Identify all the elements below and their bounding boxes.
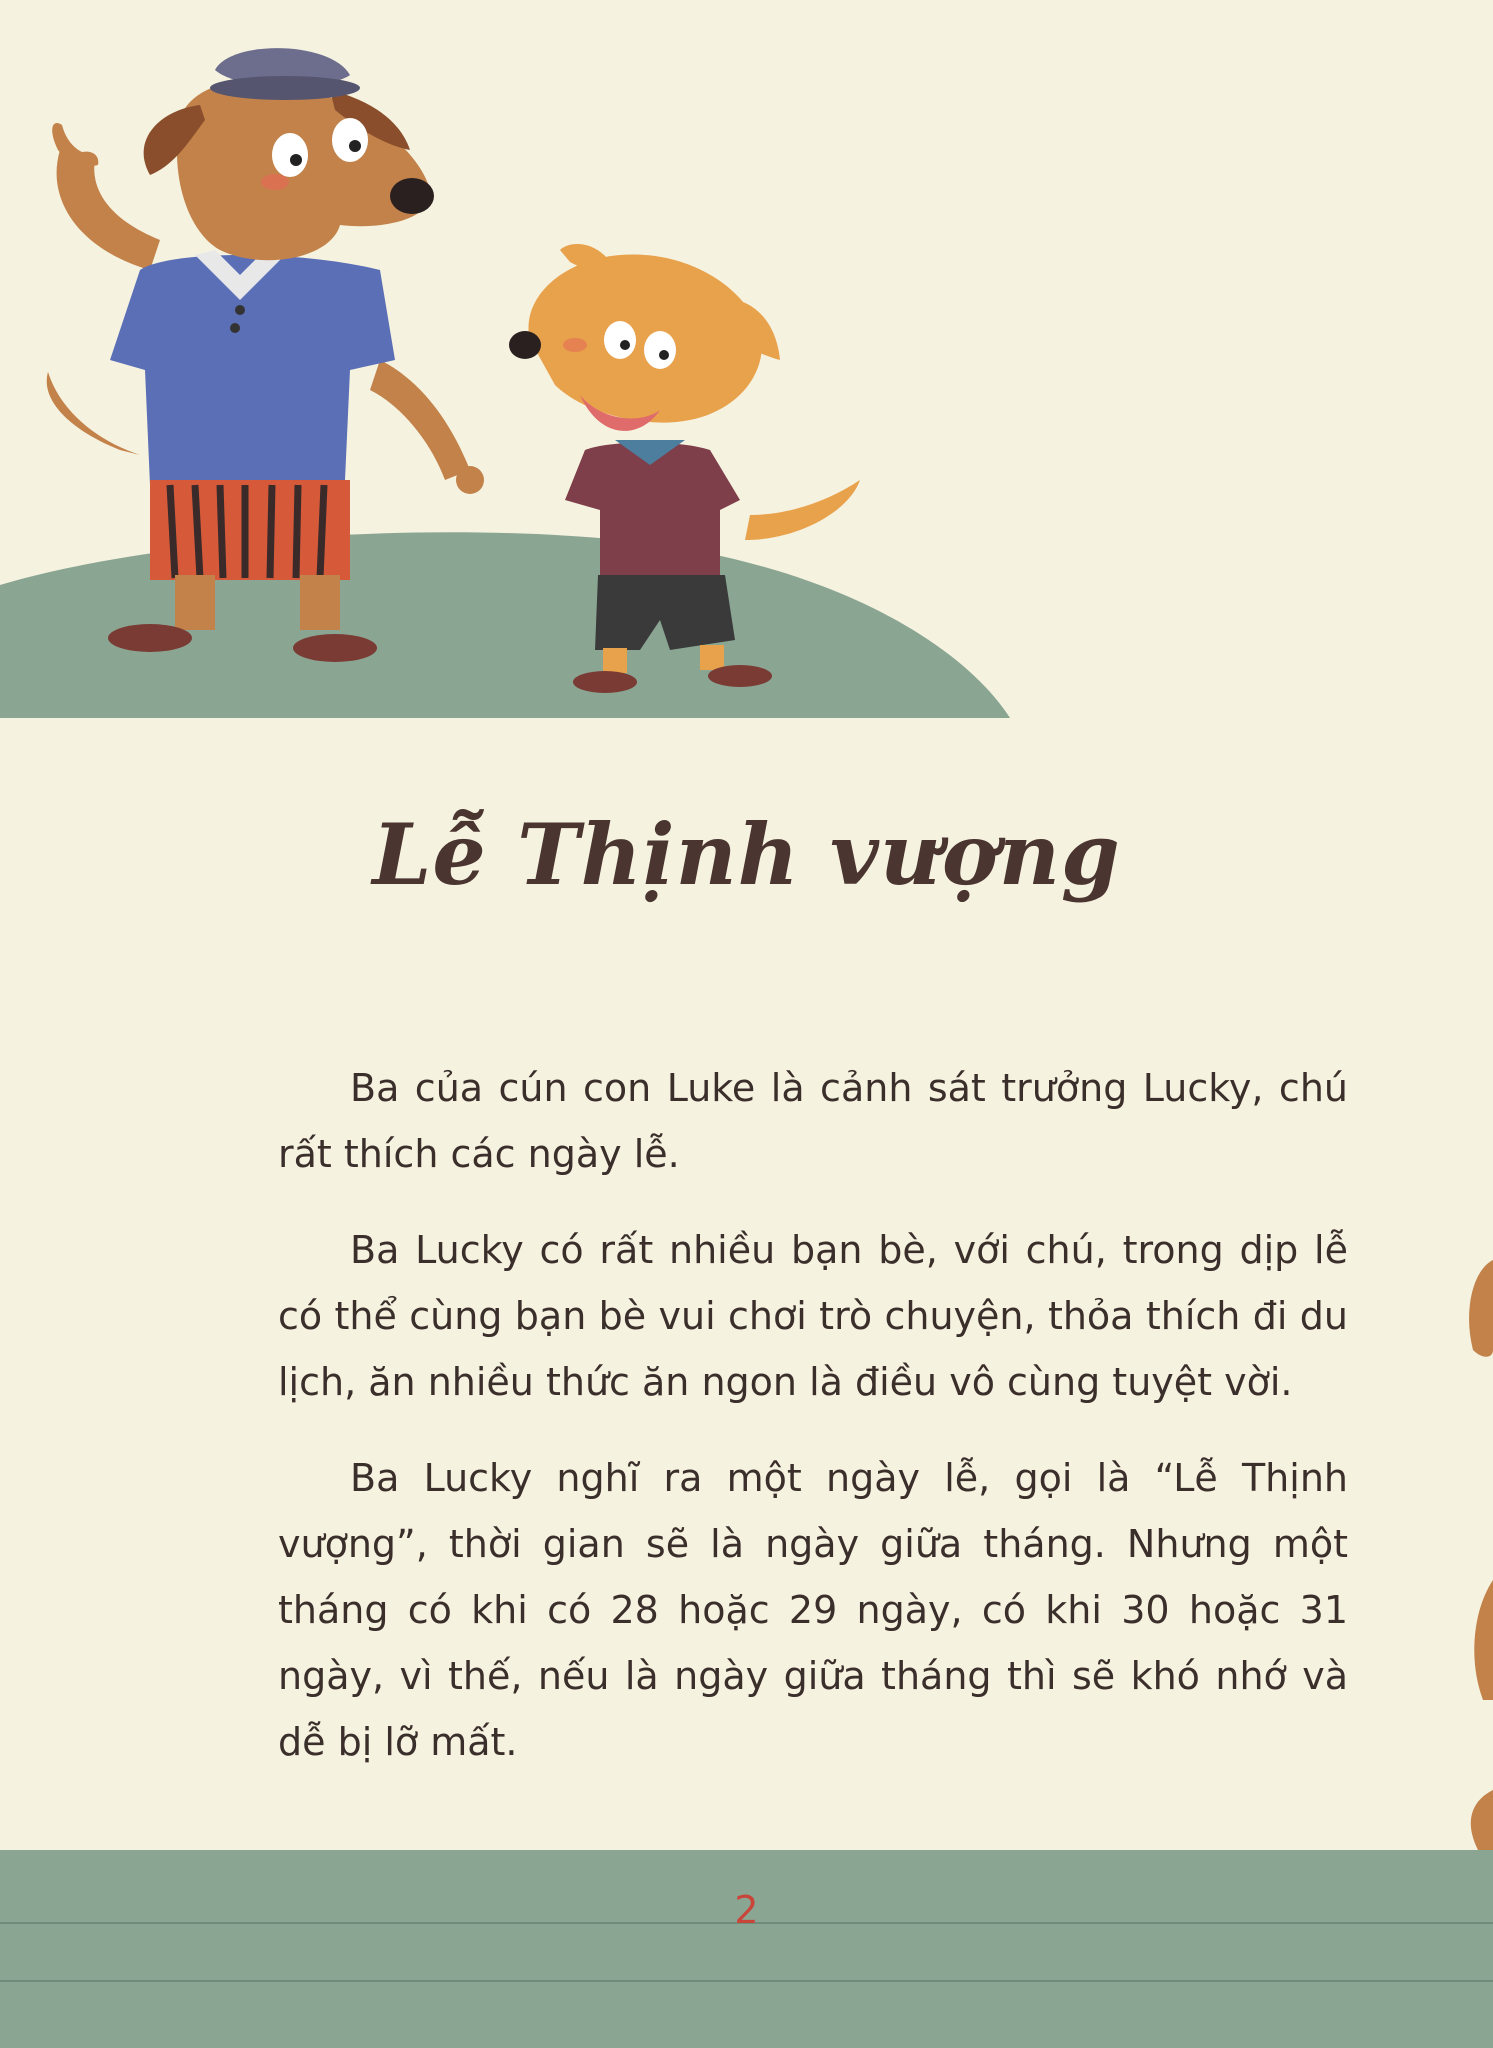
footer-divider xyxy=(0,1980,1493,1982)
side-dog-ear-illustration xyxy=(1433,1230,1493,1850)
story-paragraph: Ba Lucky có rất nhiều bạn bè, với chú, trong dịp lễ có thể cùng bạn bè vui chơi trò chuyện, thỏa thích đi du lịch, ăn nhiều thức ăn ngon là điều vô cùng tuyệt vời. xyxy=(278,1228,1348,1404)
page-title: Lễ Thịnh vượng xyxy=(372,805,1121,904)
story-paragraph: Ba Lucky nghĩ ra một ngày lễ, gọi là “Lễ Thịnh vượng”, thời gian sẽ là ngày giữa tháng. Nhưng một tháng có khi có 28 hoặc 29 ngày, có khi 30 hoặc 31 ngày, vì thế, nếu là ngày giữa tháng thì sẽ khó nhớ và dễ bị lỡ mất. xyxy=(278,1456,1348,1764)
page-number: 2 xyxy=(734,1888,759,1932)
footer-band xyxy=(0,1850,1493,2048)
dogs-illustration xyxy=(0,0,1100,730)
story-text xyxy=(278,1055,1348,1805)
story-paragraph: Ba của cún con Luke là cảnh sát trưởng Lucky, chú rất thích các ngày lễ. xyxy=(278,1066,1348,1176)
